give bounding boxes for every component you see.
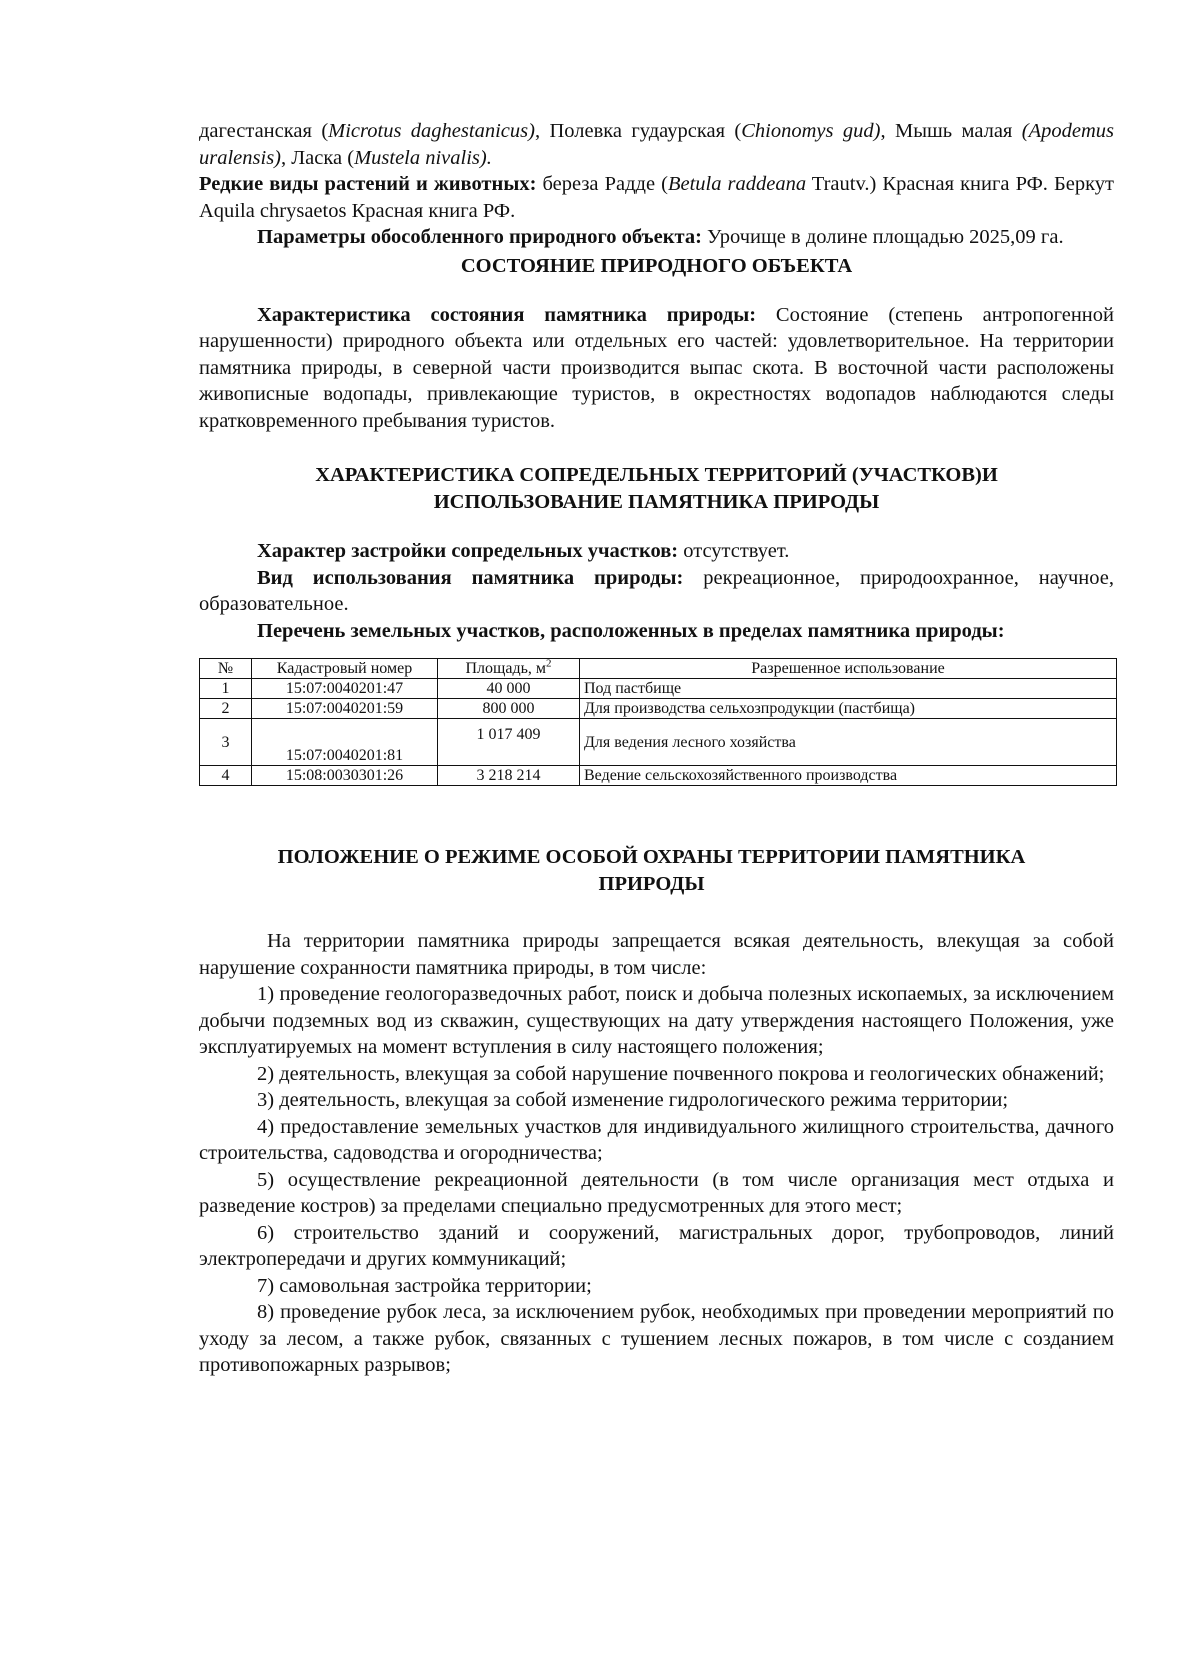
table-row: 2 15:07:0040201:59 800 000 Для производства сельхозпродукции (пастбища): [200, 699, 1117, 719]
regime-item: 4) предоставление земельных участков для индивидуального жилищного строительства, дачного строительства, садоводства и огородничества;: [199, 1115, 1114, 1164]
land-plots-table: [199, 658, 1117, 786]
build-paragraph: Характер застройки сопредельных участков: отсутствует.: [257, 540, 790, 562]
regime-item: 8) проведение рубок леса, за исключением рубок, необходимых при проведении мероприятий по уходу за лесом, а также рубок, связанных с тушением лесных пожаров, в том числе с созданием противопожарных разрывов;: [199, 1301, 1114, 1376]
header-usage: Разрешенное использование: [580, 659, 1117, 679]
state-heading: СОСТОЯНИЕ ПРИРОДНОГО ОБЪЕКТА: [460, 254, 853, 277]
table-header-row: [200, 659, 1117, 679]
regime-item: 7) самовольная застройка территории;: [257, 1274, 592, 1297]
regime-item: 6) строительство зданий и сооружений, магистральных дорог, трубопроводов, линий электропередачи и других коммуникаций;: [199, 1221, 1114, 1270]
regime-item: 5) осуществление рекреационной деятельности (в том числе организация мест отдыха и разведение костров) за пределами специально предусмотренных для этого мест;: [199, 1168, 1114, 1217]
regime-intro: На территории памятника природы запрещается всякая деятельность, влекущая за собой нарушение сохранности памятника природы, в том числе:: [199, 930, 1114, 979]
use-paragraph: Вид использования памятника природы: рекреационное, природоохранное, научное, образовательное.: [199, 566, 1115, 615]
rare-species-paragraph: Редкие виды растений и животных: береза Радде (Betula raddeana Trautv.) Красная книга РФ. Беркут Aquila chrysaetos Красная книга РФ.: [199, 173, 1114, 222]
regime-heading: ПОЛОЖЕНИЕ О РЕЖИМЕ ОСОБОЙ ОХРАНЫ ТЕРРИТОРИИ ПАМЯТНИКА ПРИРОДЫ: [277, 846, 1026, 895]
regime-item: 1) проведение геологоразведочных работ, поиск и добыча полезных ископаемых, за исключением добычи подземных вод из скважин, существующих на дату утверждения настоящего Положения, уже эксплуатируемых на момент вступления в силу настоящего положения;: [199, 983, 1114, 1058]
table-row: 3 15:07:0040201:81 1 017 409 Для ведения лесного хозяйства: [200, 719, 1117, 766]
table-row: 1 15:07:0040201:47 40 000 Под пастбище: [200, 679, 1117, 699]
regime-item: 2) деятельность, влекущая за собой нарушение почвенного покрова и геологических обнажений;: [257, 1062, 1105, 1085]
params-paragraph: Параметры обособленного природного объекта: Урочище в долине площадью 2025,09 га.: [257, 226, 1064, 248]
list-label-paragraph: Перечень земельных участков, расположенных в пределах памятника природы:: [257, 619, 1005, 642]
state-paragraph: Характеристика состояния памятника природы: Состояние (степень антропогенной нарушенности) природного объекта или отдельных его частей: удовлетворительное. На территории памятника природы, в северной части производится выпас скота. В восточной части расположены живописные водопады, привлекающие туристов, в окрестностях водопадов наблюдаются следы кратковременного пребывания туристов.: [199, 303, 1114, 432]
adjacent-heading: ХАРАКТЕРИСТИКА СОПРЕДЕЛЬНЫХ ТЕРРИТОРИЙ (УЧАСТКОВ)И ИСПОЛЬЗОВАНИЕ ПАМЯТНИКА ПРИРОДЫ: [315, 464, 998, 513]
header-cadastral: Кадастровый номер: [252, 659, 438, 679]
header-num: №: [200, 659, 252, 679]
header-area: Площадь, $м^2$: [438, 659, 580, 679]
species-paragraph: дагестанская (Microtus daghestanicus), Полевка гудаурская (Chionomys gud), Мышь малая (Apodemus uralensis), Ласка (Mustela nivalis).: [199, 120, 1114, 169]
table-row: 4 15:08:0030301:26 3 218 214 Ведение сельскохозяйственного производства: [200, 766, 1117, 786]
regime-item: 3) деятельность, влекущая за собой изменение гидрологического режима территории;: [257, 1089, 1009, 1111]
